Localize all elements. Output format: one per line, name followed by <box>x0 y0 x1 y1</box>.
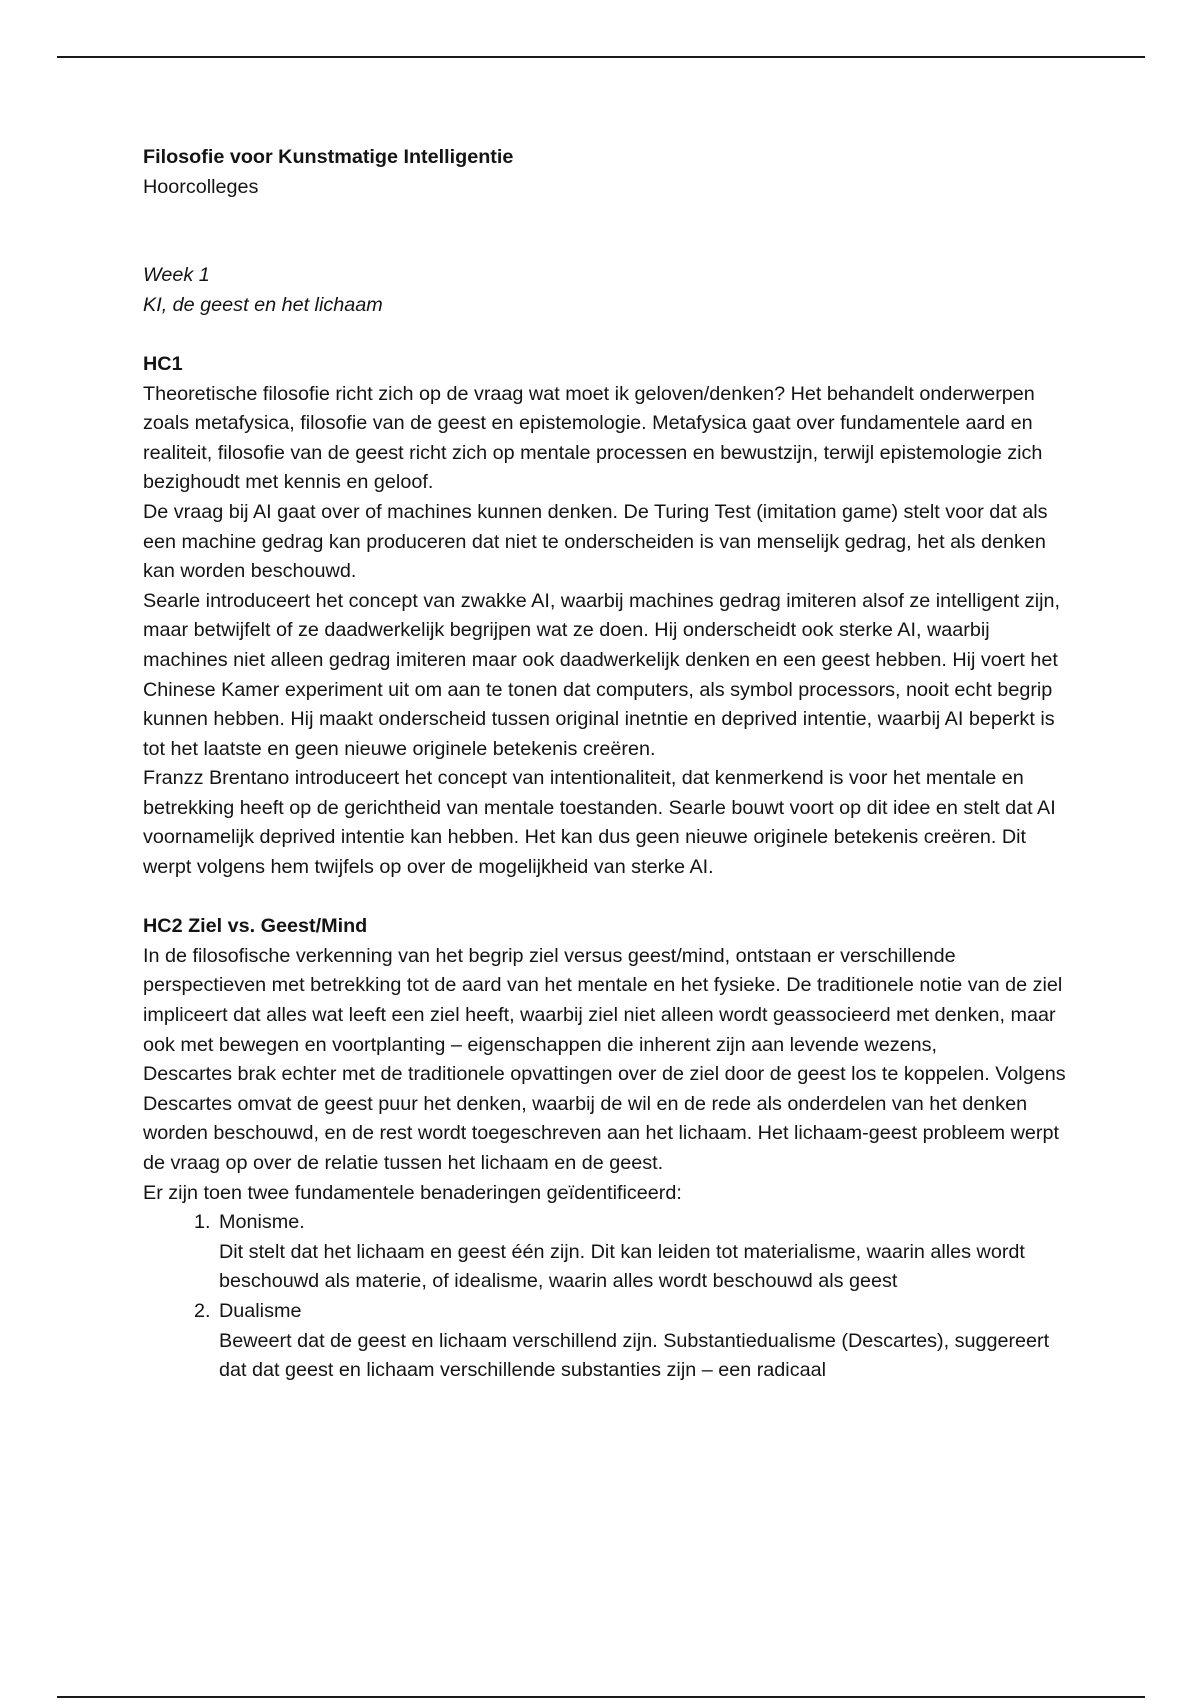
approach-name: 1. Monisme. <box>219 1211 305 1234</box>
spacer <box>143 320 1073 350</box>
section-heading-hc1: HC1 <box>143 352 183 375</box>
paragraph: Er zijn toen twee fundamentele benaderingen geïdentificeerd: <box>143 1181 682 1204</box>
approach-description: Beweert dat de geest en lichaam verschillend zijn. Substantiedualisme (Descartes), suggereert dat dat geest en lichaam verschillende substanties zijn – een radicaal <box>219 1329 1050 1382</box>
week-theme: KI, de geest en het lichaam <box>143 293 383 316</box>
paragraph: Descartes brak echter met de traditionele opvattingen over de ziel door de geest los te koppelen. Volgens Descartes omvat de geest puur het denken, waarbij de wil en de rede als onderdelen van het denken worden beschouwd, en de rest wordt toegeschreven aan het lichaam. Het lichaam-geest probleem werpt de vraag op over de relatie tussen het lichaam en de geest. <box>143 1063 1066 1174</box>
document-title: Filosofie voor Kunstmatige Intelligentie <box>143 146 514 168</box>
section-heading-hc2: HC2 Ziel vs. Geest/Mind <box>143 915 368 938</box>
footer-rule <box>57 1696 1145 1698</box>
document-subtitle: Hoorcolleges <box>143 175 259 198</box>
paragraph: In de filosofische verkenning van het begrip ziel versus geest/mind, ontstaan er verschillende perspectieven met betrekking tot de aard van het mentale en het fysieke. De traditionele notie van de ziel impliceert dat alles wat leeft een ziel heeft, waarbij ziel niet alleen wordt geassocieerd met denken, maar ook met bewegen en voortplanting – eigenschappen die inherent zijn aan levende wezens, <box>143 944 1063 1056</box>
paragraph: De vraag bij AI gaat over of machines kunnen denken. De Turing Test (imitation game) stelt voor dat als een machine gedrag kan produceren dat niet te onderscheiden is van menselijk gedrag, het als denken kan worden beschouwd. <box>143 500 1048 583</box>
paragraph: Theoretische filosofie richt zich op de vraag wat moet ik geloven/denken? Het behandelt onderwerpen zoals metafysica, filosofie van de geest en epistemologie. Metafysica gaat over fundamentele aard en realiteit, filosofie van de geest richt zich op mentale processen en bewustzijn, terwijl epistemologie zich bezighoudt met kennis en geloof. <box>143 382 1043 494</box>
week-label: Week 1 <box>143 264 210 287</box>
list-item <box>216 1297 1073 1386</box>
approach-name: 2. Dualisme <box>219 1299 302 1322</box>
approaches-list <box>143 1208 1073 1386</box>
header-rule <box>57 56 1145 58</box>
spacer <box>143 202 1073 261</box>
paragraph: Searle introduceert het concept van zwakke AI, waarbij machines gedrag imiteren alsof ze intelligent zijn, maar betwijfelt of ze daadwerkelijk begrijpen wat ze doen. Hij onderscheidt ook sterke AI, waarbij machines niet alleen gedrag imiteren maar ook daadwerkelijk denken en een geest hebben. Hij voert het Chinese Kamer experiment uit om aan te tonen dat computers, als symbol processors, nooit echt begrip kunnen hebben. Hij maakt onderscheid tussen original inetntie en deprived intentie, waarbij AI beperkt is tot het laatste en geen nieuwe originele betekenis creëren. <box>143 589 1061 760</box>
paragraph: Franzz Brentano introduceert het concept van intentionaliteit, dat kenmerkend is voor het mentale en betrekking heeft op de gerichtheid van mentale toestanden. Searle bouwt voort op dit idee en stelt dat AI voornamelijk deprived intentie kan hebben. Het kan dus geen nieuwe originele betekenis creëren. Dit werpt volgens hem twijfels op over de mogelijkheid van sterke AI. <box>143 767 1056 879</box>
spacer <box>143 883 1073 913</box>
approach-description: Dit stelt dat het lichaam en geest één zijn. Dit kan leiden tot materialisme, waarin alles wordt beschouwd als materie, of idealisme, waarin alles wordt beschouwd als geest <box>219 1240 1025 1293</box>
document-page <box>143 143 1073 1386</box>
list-item <box>216 1208 1073 1297</box>
